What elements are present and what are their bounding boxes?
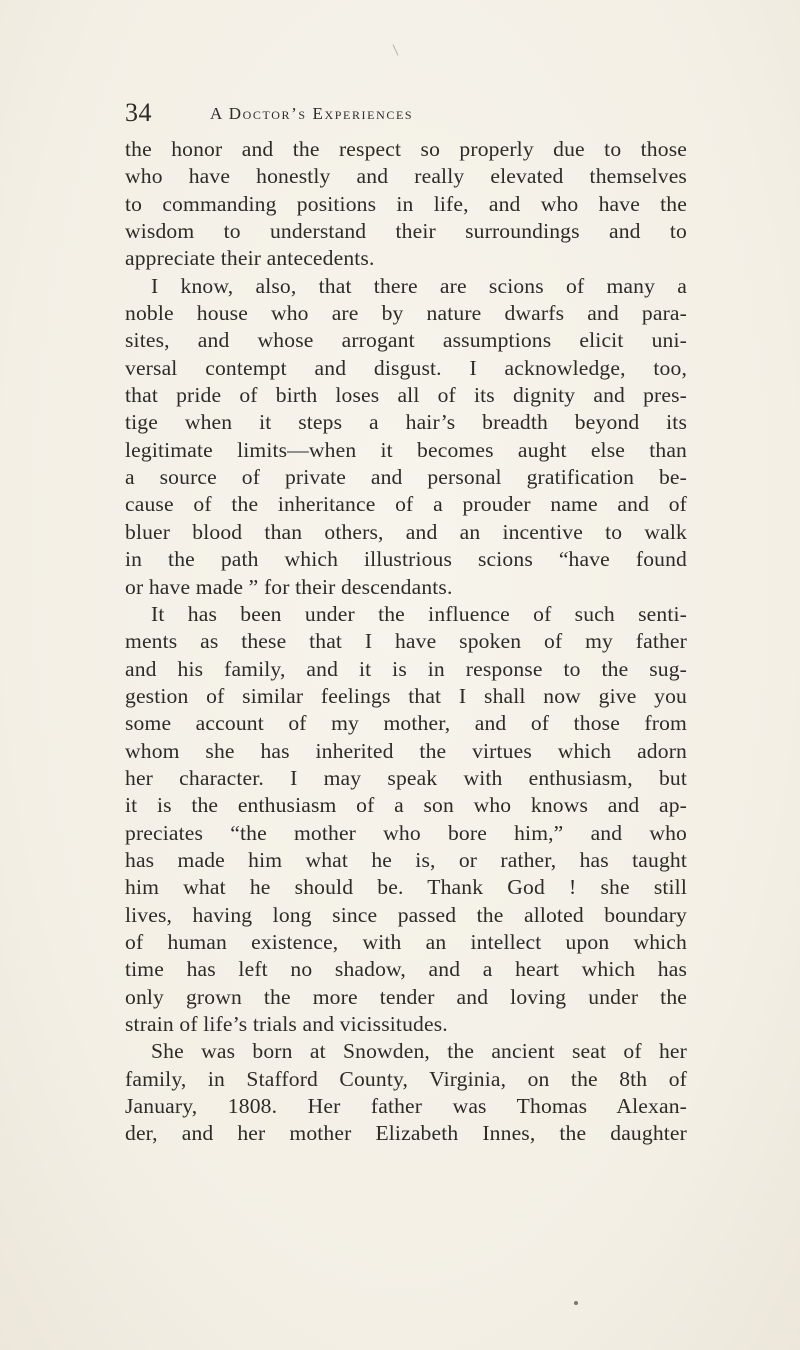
text-line: and his family, and it is in response to the sug- <box>125 656 687 681</box>
text-line: legitimate limits—when it becomes aught else than <box>125 437 687 462</box>
text-line: wisdom to understand their surroundings and to <box>125 219 687 244</box>
text-line: It has been under the influence of such senti- <box>151 601 687 626</box>
running-title: A Doctor’s Experiences <box>210 104 414 123</box>
text-line: sites, and whose arrogant assumptions elicit uni- <box>125 328 687 353</box>
text-line: to commanding positions in life, and who have the <box>125 191 687 216</box>
text-line: some account of my mother, and of those from <box>125 711 687 736</box>
text-line: strain of life’s trials and vicissitudes. <box>125 1012 448 1036</box>
text-line: the honor and the respect so properly due to those <box>125 137 687 161</box>
text-line: it is the enthusiasm of a son who knows and ap- <box>125 793 687 818</box>
text-line: time has left no shadow, and a heart which has <box>125 957 687 982</box>
text-line: cause of the inheritance of a prouder name and of <box>125 492 687 517</box>
text-line: January, 1808. Her father was Thomas Alexan- <box>125 1094 687 1119</box>
text-line: noble house who are by nature dwarfs and para- <box>125 301 687 326</box>
text-line: in the path which illustrious scions “have found <box>125 547 687 572</box>
text-line: of human existence, with an intellect upon which <box>125 929 687 954</box>
text-line: whom she has inherited the virtues which adorn <box>125 738 687 763</box>
body-text <box>125 136 687 1148</box>
text-line: der, and her mother Elizabeth Innes, the daughter <box>125 1121 687 1146</box>
page-number: 34 <box>125 98 152 127</box>
text-line: that pride of birth loses all of its dignity and pres- <box>125 383 687 408</box>
text-line: family, in Stafford County, Virginia, on the 8th of <box>125 1066 687 1091</box>
text-line: I know, also, that there are scions of many a <box>151 273 687 298</box>
text-line: tige when it steps a hair’s breadth beyond its <box>125 410 687 435</box>
page-mark <box>393 44 399 55</box>
text-line: or have made ” for their descendants. <box>125 574 453 599</box>
ink-speck <box>574 1301 578 1305</box>
text-line: versal contempt and disgust. I acknowledge, too, <box>125 355 687 380</box>
text-line: ments as these that I have spoken of my father <box>125 629 687 654</box>
text-line: only grown the more tender and loving under the <box>125 984 687 1009</box>
text-line: preciates “the mother who bore him,” and who <box>125 820 687 845</box>
page-header <box>125 98 685 132</box>
text-line: a source of private and personal gratification be- <box>125 465 687 490</box>
text-line: lives, having long since passed the alloted boundary <box>125 902 687 927</box>
text-line: She was born at Snowden, the ancient seat of her <box>151 1039 687 1064</box>
text-line: appreciate their antecedents. <box>125 246 375 271</box>
text-line: her character. I may speak with enthusiasm, but <box>125 765 687 790</box>
text-line: gestion of similar feelings that I shall now give you <box>125 683 687 708</box>
text-line: bluer blood than others, and an incentive to walk <box>125 519 687 544</box>
text-line: has made him what he is, or rather, has taught <box>125 847 687 872</box>
text-line: him what he should be. Thank God ! she still <box>125 875 687 900</box>
text-line: who have honestly and really elevated themselves <box>125 164 687 189</box>
